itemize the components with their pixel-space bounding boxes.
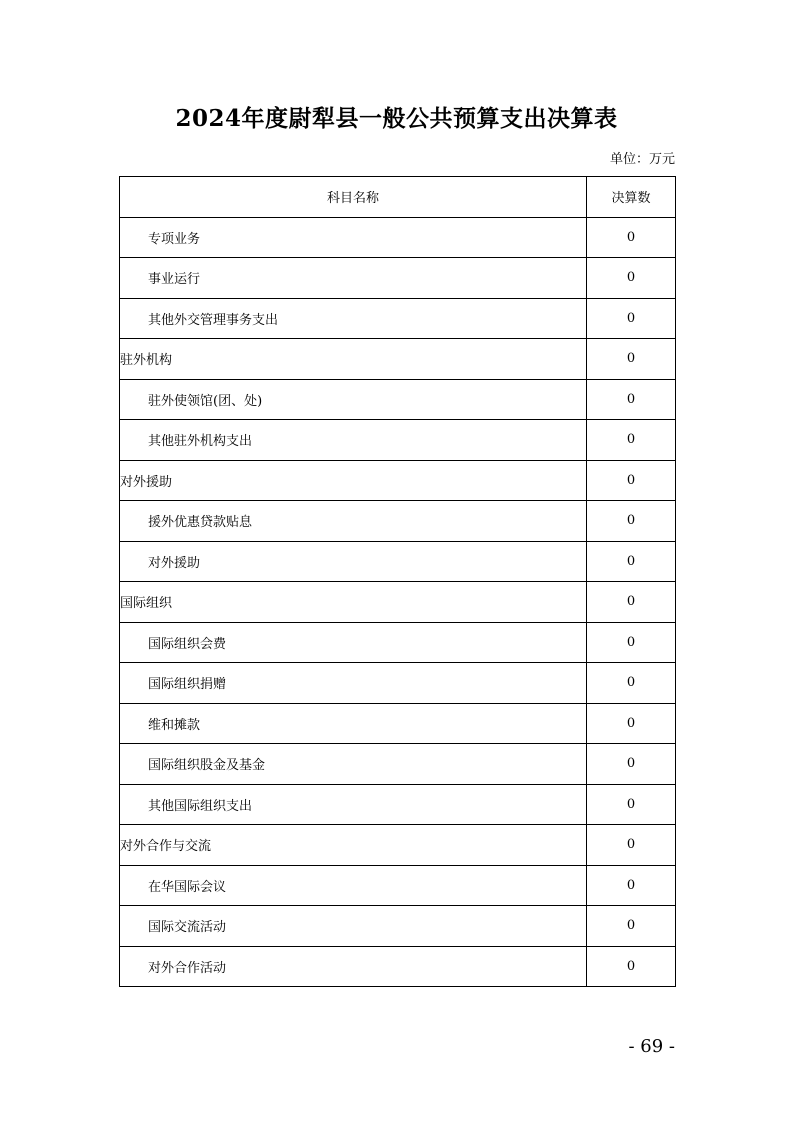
table-row — [120, 379, 676, 420]
row-name-cell: 对外合作与交流 — [120, 825, 587, 866]
row-name-cell: 事业运行 — [120, 258, 587, 299]
row-value-cell: 0 — [587, 379, 676, 420]
row-value-cell: 0 — [587, 622, 676, 663]
row-name-cell: 援外优惠贷款贴息 — [120, 501, 587, 542]
row-name-cell: 其他驻外机构支出 — [120, 420, 587, 461]
row-name-cell: 国际组织股金及基金 — [120, 744, 587, 785]
budget-table — [119, 176, 676, 987]
row-name-cell: 对外援助 — [120, 460, 587, 501]
row-value-cell: 0 — [587, 784, 676, 825]
table-row — [120, 217, 676, 258]
table-row — [120, 582, 676, 623]
row-value-cell: 0 — [587, 460, 676, 501]
row-name-cell: 其他国际组织支出 — [120, 784, 587, 825]
row-value-cell: 0 — [587, 298, 676, 339]
table-row — [120, 420, 676, 461]
column-header-name: 科目名称 — [120, 177, 587, 218]
table-row — [120, 298, 676, 339]
row-value-cell: 0 — [587, 541, 676, 582]
row-name-cell: 驻外机构 — [120, 339, 587, 380]
table-row — [120, 825, 676, 866]
row-name-cell: 其他外交管理事务支出 — [120, 298, 587, 339]
table-row — [120, 946, 676, 987]
table-body — [120, 217, 676, 987]
row-name-cell: 对外合作活动 — [120, 946, 587, 987]
row-value-cell: 0 — [587, 825, 676, 866]
table-row — [120, 703, 676, 744]
page-title: 2024年度尉犁县一般公共预算支出决算表 — [175, 105, 618, 132]
row-value-cell: 0 — [587, 703, 676, 744]
table-row — [120, 541, 676, 582]
row-name-cell: 专项业务 — [120, 217, 587, 258]
table-row — [120, 460, 676, 501]
row-value-cell: 0 — [587, 420, 676, 461]
row-name-cell: 驻外使领馆(团、处) — [120, 379, 587, 420]
row-value-cell: 0 — [587, 217, 676, 258]
row-name-cell: 国际组织会费 — [120, 622, 587, 663]
table-row — [120, 258, 676, 299]
table-row — [120, 501, 676, 542]
table-row — [120, 663, 676, 704]
row-name-cell: 国际组织 — [120, 582, 587, 623]
column-header-value: 决算数 — [587, 177, 676, 218]
table-header-row — [120, 177, 676, 218]
unit-label: 单位：万元 — [609, 152, 675, 167]
row-name-cell: 维和摊款 — [120, 703, 587, 744]
row-value-cell: 0 — [587, 663, 676, 704]
row-value-cell: 0 — [587, 865, 676, 906]
table-row — [120, 339, 676, 380]
table-row — [120, 622, 676, 663]
row-name-cell: 对外援助 — [120, 541, 587, 582]
row-value-cell: 0 — [587, 582, 676, 623]
row-name-cell: 国际组织捐赠 — [120, 663, 587, 704]
row-value-cell: 0 — [587, 744, 676, 785]
table-row — [120, 784, 676, 825]
row-name-cell: 国际交流活动 — [120, 906, 587, 947]
row-value-cell: 0 — [587, 906, 676, 947]
row-value-cell: 0 — [587, 339, 676, 380]
row-value-cell: 0 — [587, 946, 676, 987]
table-row — [120, 906, 676, 947]
row-value-cell: 0 — [587, 258, 676, 299]
row-name-cell: 在华国际会议 — [120, 865, 587, 906]
table-row — [120, 744, 676, 785]
table-row — [120, 865, 676, 906]
row-value-cell: 0 — [587, 501, 676, 542]
page-number: - 69 - — [628, 1036, 675, 1057]
